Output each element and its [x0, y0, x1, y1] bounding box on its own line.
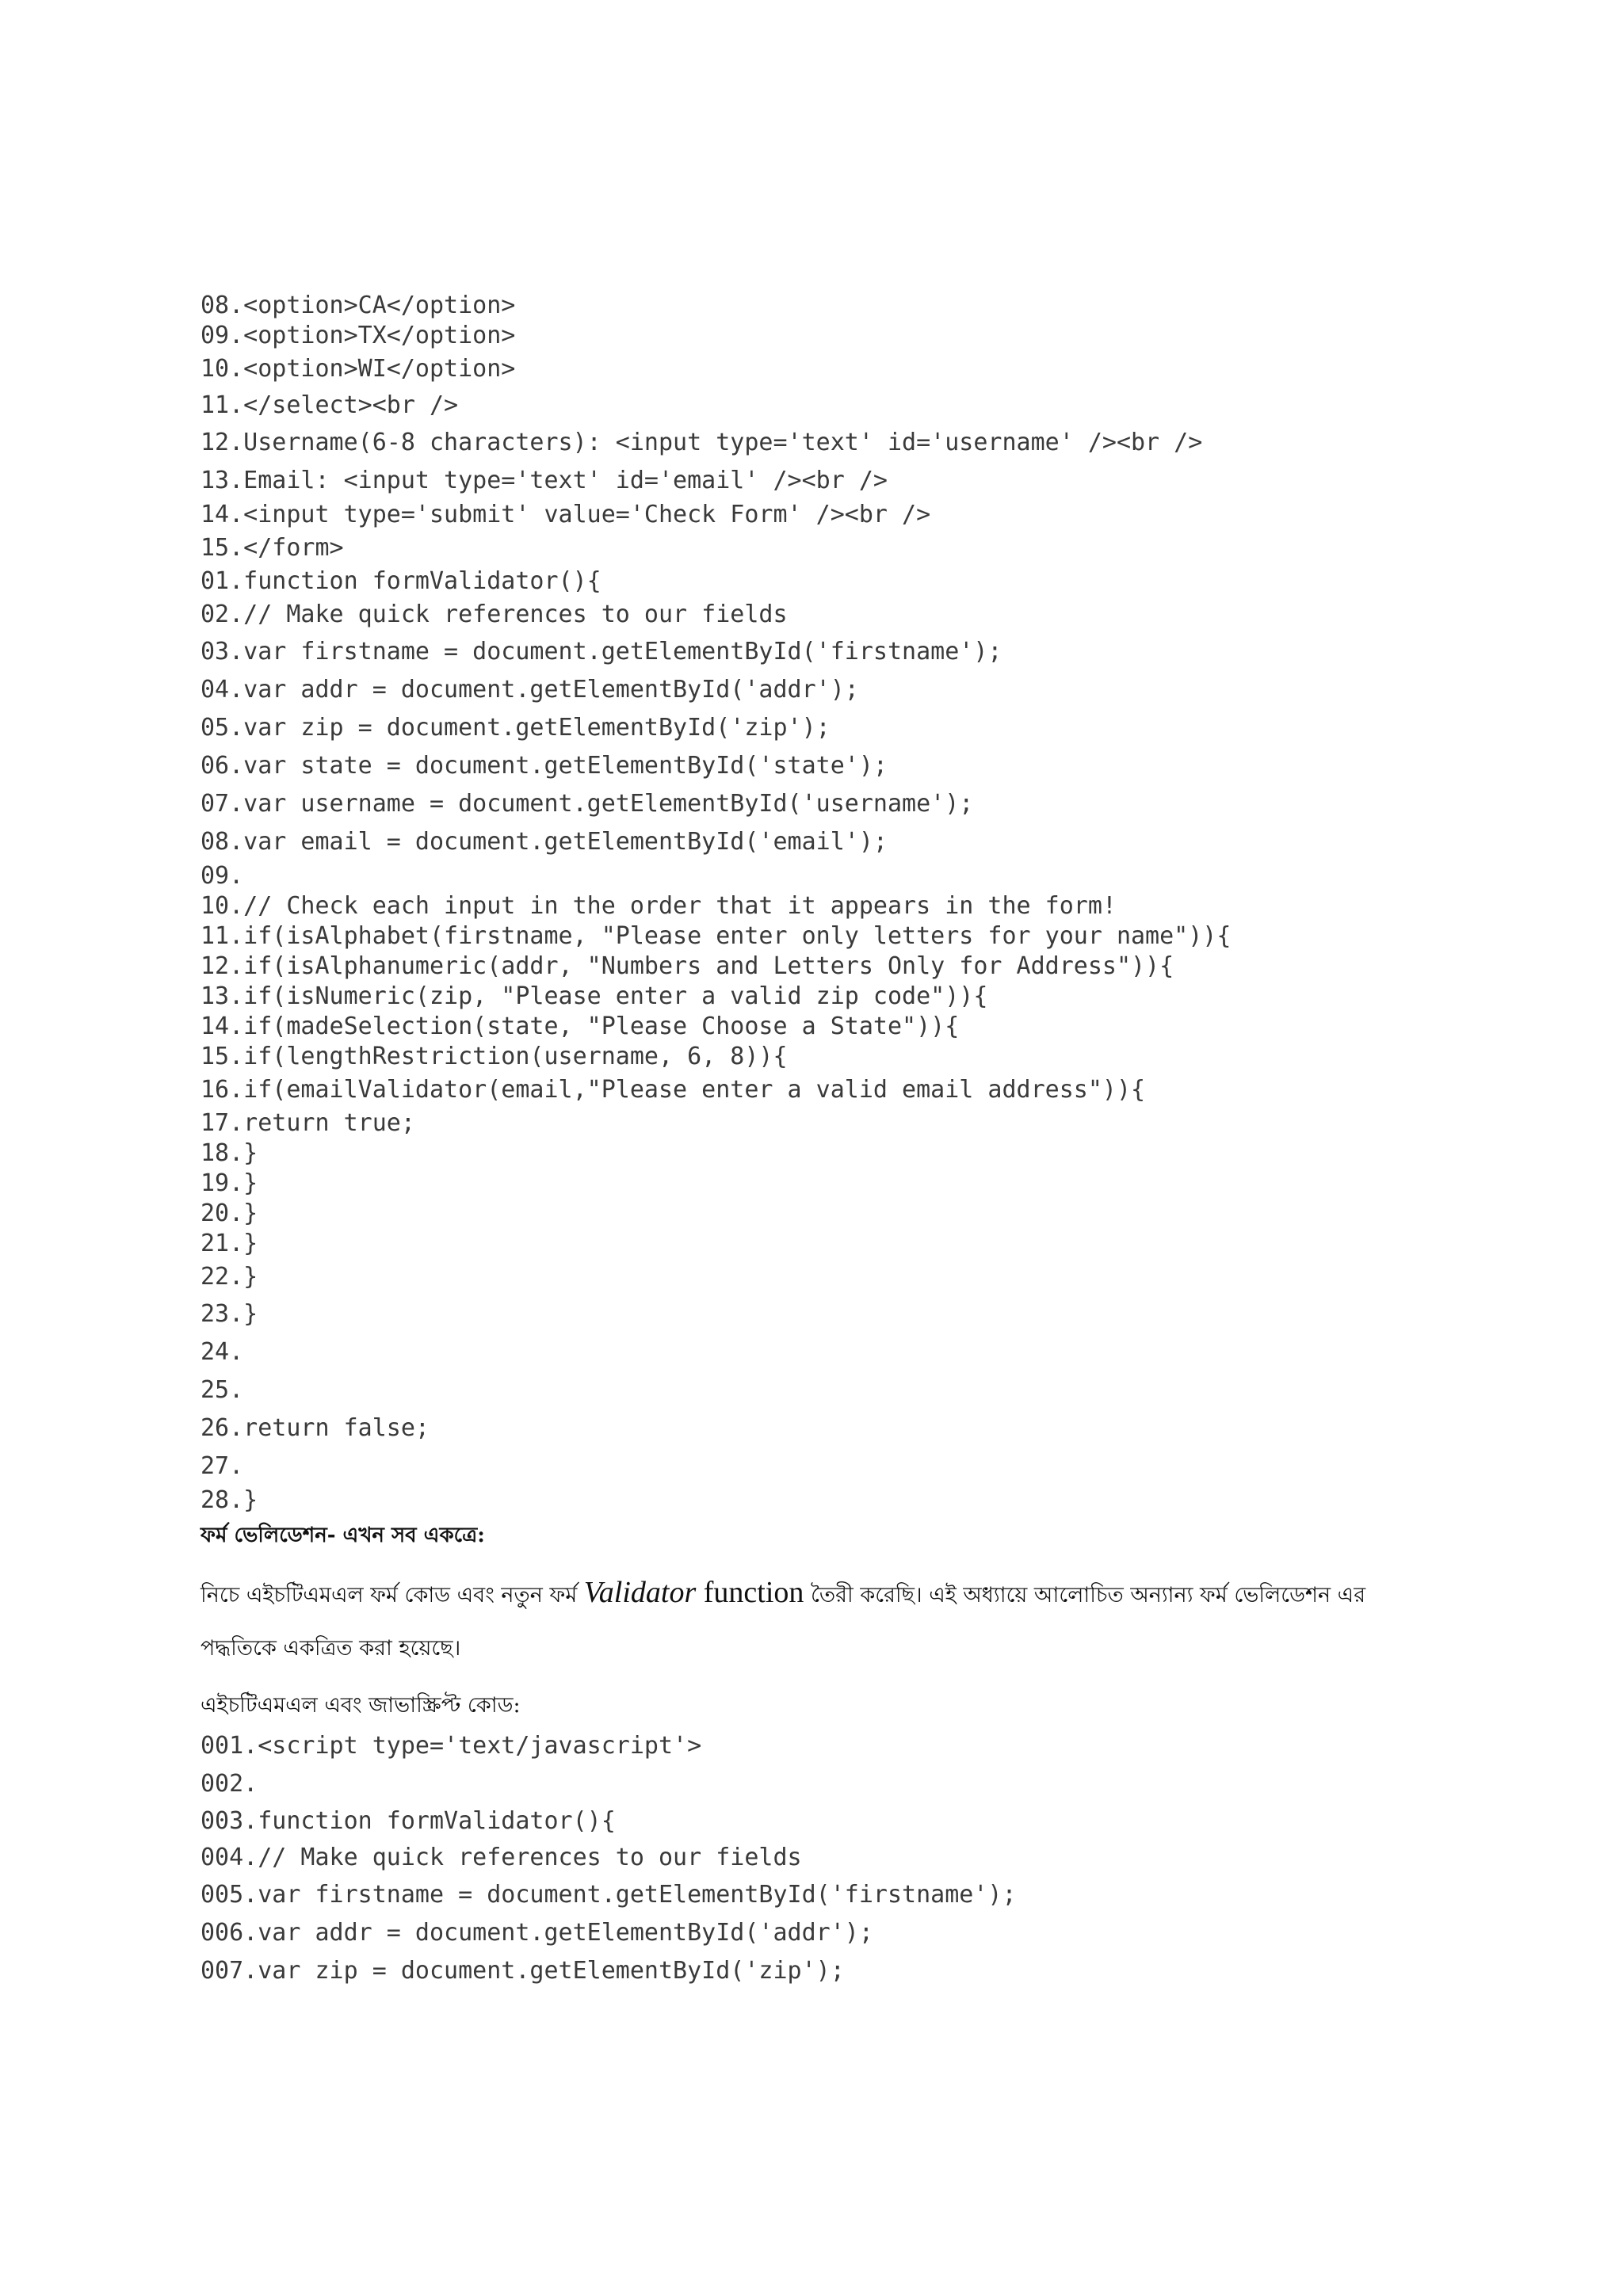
code-line: 12.Username(6-8 characters): <input type='text' id='username' /><br />	[200, 429, 1203, 456]
code-line: 07.var username = document.getElementById('username');	[200, 790, 974, 818]
code-line: 15.</form>	[200, 534, 344, 562]
code-line: 21.}	[200, 1230, 258, 1257]
code-line: 19.}	[200, 1169, 258, 1197]
code-line: 04.var addr = document.getElementById('addr');	[200, 676, 859, 704]
paragraph-text: নিচে এইচটিএমএল ফর্ম কোড এবং নতুন ফর্ম	[200, 1583, 584, 1608]
code-line: 17.return true;	[200, 1109, 415, 1137]
paragraph-validator: Validator	[583, 1576, 697, 1609]
code-line: 14.if(madeSelection(state, "Please Choose a State")){	[200, 1013, 960, 1040]
code-subheading: এইচটিএমএল এবং জাভাস্ক্রিপ্ট কোড:	[200, 1693, 521, 1718]
code-line: 27.	[200, 1452, 244, 1480]
code-line: 25.	[200, 1376, 244, 1404]
code-line: 23.}	[200, 1300, 258, 1328]
code-line: 11.if(isAlphabet(firstname, "Please enter only letters for your name")){	[200, 922, 1232, 950]
code-line: 22.}	[200, 1263, 258, 1291]
code-line: 12.if(isAlphanumeric(addr, "Numbers and Letters Only for Address")){	[200, 952, 1174, 980]
code-line: 09.	[200, 862, 244, 890]
code-line: 001.<script type='text/javascript'>	[200, 1732, 702, 1760]
code-block-javascript	[200, 1727, 1437, 1990]
code-line: 10.<option>WI</option>	[200, 355, 516, 383]
paragraph-text: তৈরী করেছি। এই অধ্যায়ে আলোচিত অন্যান্য ফর্ম ভেলিডেশন এর	[804, 1583, 1366, 1608]
code-line: 005.var firstname = document.getElementById('firstname');	[200, 1881, 1017, 1909]
code-line: 28.}	[200, 1486, 258, 1514]
code-line: 24.	[200, 1338, 244, 1366]
code-line: 13.if(isNumeric(zip, "Please enter a valid zip code")){	[200, 982, 988, 1010]
code-line: 18.}	[200, 1139, 258, 1167]
code-line: 09.<option>TX</option>	[200, 322, 516, 349]
code-line: 16.if(emailValidator(email,"Please enter a valid email address")){	[200, 1076, 1146, 1104]
code-line: 11.</select><br />	[200, 391, 459, 419]
code-line: 06.var state = document.getElementById('state');	[200, 752, 888, 780]
code-line: 08.<option>CA</option>	[200, 292, 516, 319]
code-line: 08.var email = document.getElementById('email');	[200, 828, 888, 856]
code-line: 007.var zip = document.getElementById('zip');	[200, 1957, 845, 1985]
code-line: 05.var zip = document.getElementById('zip');	[200, 714, 831, 742]
code-line: 15.if(lengthRestriction(username, 6, 8)){	[200, 1043, 788, 1070]
code-line: 20.}	[200, 1199, 258, 1227]
code-line: 003.function formValidator(){	[200, 1807, 616, 1835]
code-line: 02.// Make quick references to our fields	[200, 601, 788, 628]
paragraph-function: function	[696, 1576, 804, 1609]
code-line: 13.Email: <input type='text' id='email' /><br />	[200, 467, 888, 494]
code-line: 03.var firstname = document.getElementById('firstname');	[200, 638, 1002, 666]
code-line: 01.function formValidator(){	[200, 567, 601, 595]
paragraph-line-1	[200, 1573, 1437, 1612]
code-line: 14.<input type='submit' value='Check Form' /><br />	[200, 501, 931, 528]
code-line: 10.// Check each input in the order that it appears in the form!	[200, 892, 1117, 920]
code-block-html-form	[200, 291, 1437, 1516]
section-heading: ফর্ম ভেলিডেশন- এখন সব একত্রে:	[200, 1524, 485, 1547]
code-line: 002.	[200, 1770, 258, 1798]
code-line: 006.var addr = document.getElementById('addr');	[200, 1919, 873, 1947]
code-line: 26.return false;	[200, 1414, 430, 1442]
code-line: 004.// Make quick references to our fields	[200, 1844, 802, 1871]
paragraph-line-2: পদ্ধতিকে একত্রিত করা হয়েছে।	[200, 1636, 461, 1661]
